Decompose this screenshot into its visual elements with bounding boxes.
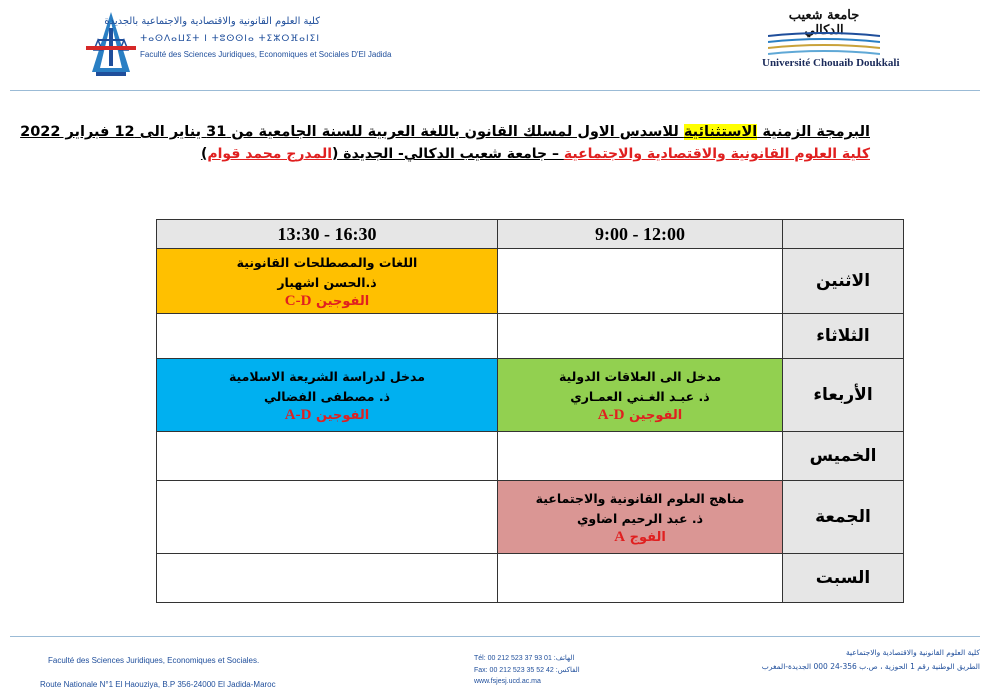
- footer-address-fr: Route Nationale N°1 El Haouziya, B.P 356-24000 El Jadida-Maroc: [40, 680, 276, 689]
- university-name-arabic: جامعة شعيب الدكالي: [788, 8, 860, 38]
- schedule-title: [20, 124, 870, 140]
- thursday-afternoon-cell: [157, 432, 498, 481]
- day-wednesday: الأربعاء: [783, 359, 904, 432]
- wednesday-morning-cell: [498, 359, 783, 432]
- title-highlight: الاستثنائية: [683, 124, 758, 140]
- header-afternoon-text: 13:30 - 16:30: [277, 223, 377, 244]
- course-professor: ذ.الحسن اشهبار: [277, 274, 377, 290]
- header-morning-text: 9:00 - 12:00: [595, 223, 685, 244]
- title-part-b: للاسدس الاول لمسلك القانون باللغة العربية للسنة الجامعية من 31 يناير الى 12 فبراير 2022: [20, 124, 684, 140]
- table-row: [157, 314, 904, 359]
- footer-address-ar: الطريق الوطنية رقم 1 الحوزية ، ص.ب 356-24 000 الجديدة-المغرب: [761, 662, 980, 671]
- day-tuesday: الثلاثاء: [783, 314, 904, 359]
- subtitle-amphitheatre: المدرج محمد قوام: [207, 146, 333, 162]
- day-saturday: السبت: [783, 554, 904, 603]
- schedule-subtitle: [100, 146, 870, 162]
- course-group: [157, 293, 497, 310]
- group-code: A-D: [597, 406, 625, 423]
- friday-morning-cell: [498, 481, 783, 554]
- footer-website[interactable]: www.fsjesj.ucd.ac.ma: [474, 678, 541, 685]
- course-title: اللغات والمصطلحات القانونية: [236, 254, 418, 270]
- footer-faculty-name-ar: كلية العلوم القانونية والاقتصادية والاجتماعية: [846, 648, 980, 657]
- group-code: A-D: [284, 406, 312, 423]
- saturday-morning-cell: [498, 554, 783, 603]
- header-morning: [498, 220, 783, 249]
- header-afternoon: [157, 220, 498, 249]
- footer-divider: [10, 636, 980, 637]
- group-label: الفوجين: [315, 293, 370, 309]
- course-title: مناهج العلوم القانونية والاجتماعية: [535, 490, 745, 506]
- footer-fax: Fax: 00 212 523 35 52 42 :الفاكس: [474, 667, 580, 674]
- faculty-name-french: Faculté des Sciences Juridiques, Economiques et Sociales D'El Jadida: [140, 50, 392, 59]
- header-divider: [10, 90, 980, 91]
- tuesday-morning-cell: [498, 314, 783, 359]
- friday-afternoon-cell: [157, 481, 498, 554]
- group-code: A: [614, 528, 626, 545]
- day-friday: الجمعة: [783, 481, 904, 554]
- group-label: الفوجين: [315, 407, 370, 423]
- monday-afternoon-cell: [157, 249, 498, 314]
- table-row: [157, 249, 904, 314]
- group-label: الفوج: [629, 529, 666, 545]
- day-monday: الاثنين: [783, 249, 904, 314]
- table-row: [157, 432, 904, 481]
- saturday-afternoon-cell: [157, 554, 498, 603]
- faculty-name-arabic: كلية العلوم القانونية والاقتصادية والاجتماعية بالجديدة: [104, 16, 320, 27]
- subtitle-close: ): [200, 146, 208, 162]
- course-professor: ذ. عبـد الغـني العمـاري: [570, 388, 710, 404]
- subtitle-faculty: كلية العلوم القانونية والاقتصادية والاجتماعية: [563, 146, 870, 162]
- table-row: [157, 481, 904, 554]
- course-group: [157, 407, 497, 424]
- header-day-column: [783, 220, 904, 249]
- schedule-table: [156, 219, 904, 603]
- university-name-french: Université Chouaib Doukkali: [762, 57, 900, 69]
- wednesday-afternoon-cell: [157, 359, 498, 432]
- table-row: [157, 359, 904, 432]
- university-logo: [768, 28, 880, 56]
- table-header-row: [157, 220, 904, 249]
- course-group: [498, 529, 782, 546]
- monday-morning-cell: [498, 249, 783, 314]
- course-title: مدخل لدراسة الشريعة الاسلامية: [228, 368, 426, 384]
- course-group: [498, 407, 782, 424]
- faculty-name-tifinagh: ⵜⴰⵙⴷⴰⵡⵉⵜ ⵏ ⵜⵓⵙⵙⵏⴰ ⵜⵉⵣⵔⴼⴰⵏⵉⵏ: [140, 34, 320, 44]
- course-professor: ذ. عبد الرحيم اضاوي: [576, 510, 704, 526]
- course-professor: ذ. مصطفى الفضالي: [263, 388, 391, 404]
- title-part-a: البرمجة الزمنية: [757, 124, 870, 140]
- day-thursday: الخميس: [783, 432, 904, 481]
- group-label: الفوجين: [628, 407, 683, 423]
- tuesday-afternoon-cell: [157, 314, 498, 359]
- thursday-morning-cell: [498, 432, 783, 481]
- footer-phone: Tél: 00 212 523 37 93 01 :الهاتف: [474, 655, 575, 662]
- footer-faculty-name: Faculté des Sciences Juridiques, Economiques et Sociales.: [48, 656, 260, 665]
- subtitle-university: – جامعة شعيب الدكالي- الجديدة (: [332, 146, 564, 162]
- course-title: مدخل الى العلاقات الدولية: [558, 368, 722, 384]
- table-row: [157, 554, 904, 603]
- group-code: C-D: [284, 292, 312, 309]
